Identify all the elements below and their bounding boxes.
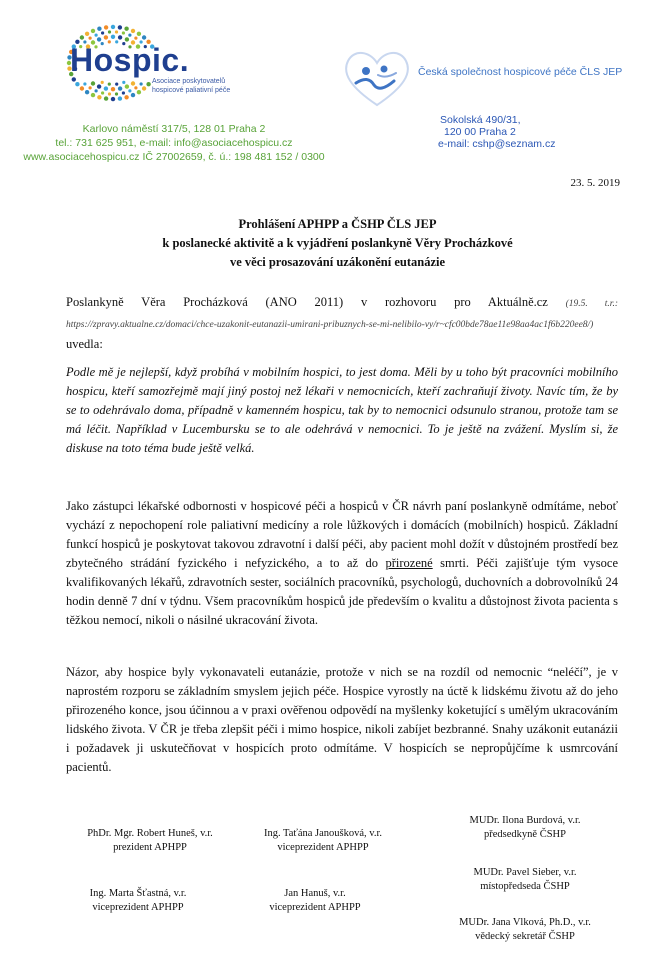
signature-block — [233, 827, 413, 855]
body-paragraph-1 — [66, 497, 618, 630]
cshp-address — [440, 114, 555, 150]
signature-block — [225, 887, 405, 915]
signature-block — [435, 814, 615, 842]
signatory-name: MUDr. Pavel Sieber, v.r. — [473, 867, 577, 878]
intro-text: Poslankyně Věra Procházková (ANO 2011) v rozhovoru pro Aktuálně.cz — [66, 295, 566, 309]
intro-paragraph — [66, 293, 618, 354]
address-line: www.asociacehospicu.cz IČ 27002659, č. ú.: 198 481 152 / 0300 — [23, 151, 325, 163]
signatory-role: viceprezident APHPP — [92, 902, 184, 913]
signatory-role: viceprezident APHPP — [269, 902, 361, 913]
signatory-name: Ing. Taťána Janoušková, v.r. — [263, 828, 383, 839]
logo-subtitle — [152, 77, 272, 95]
underlined-word: přirozené — [385, 556, 433, 570]
signatory-role: místopředseda ČSHP — [480, 881, 570, 892]
intro-text-end: uvedla: — [66, 337, 103, 351]
quoted-statement: Podle mě je nejlepší, když probíhá v mobilním hospici, to jest doma. Měli by u toho být pracovníci mobilního hospicu, kteří samozřejmě mají jiný postoj než lékaři v nemocnicích, kteří zachraňují životy. Navíc tím, že by se to odehrávalo doma, případně v kamenném hospicu, tak by to nemocnici odsunulo stranou, protože tam se má léčit. Například v Lucembursku se to ale odehrává v nemocnici. To je ještě na zvážení. Myslím si, že diskuse na toto téma bude ještě velká. — [66, 365, 618, 455]
signatory-role: vědecký sekretář ČSHP — [475, 931, 575, 942]
cshp-name: Česká společnost hospicové péče ČLS JEP — [418, 66, 623, 78]
cshp-heart-icon — [338, 45, 416, 111]
paragraph-text: smrti. Péči zajišťuje tým vysoce kvalifikovaných lékařů, zdravotních sester, sociálních pracovníků, psychologů, duchovních a dobrovolníků 24 hodin denně 7 dní v týdnu. Všem pracovníkům hospiců jde především o kvalitu a důstojnost života pacienta s těžkou nemocí, nikoli o násilné ukracování života. — [66, 556, 618, 627]
signatory-role: viceprezident APHPP — [277, 842, 369, 853]
signatory-name: MUDr. Jana Vlková, Ph.D., v.r. — [459, 917, 591, 928]
signature-block — [435, 866, 615, 894]
signature-block — [60, 827, 240, 855]
signature-block — [48, 887, 228, 915]
address-line: e-mail: cshp@seznam.cz — [438, 138, 556, 150]
logo-subtitle-line: Asociace poskytovatelů — [152, 78, 226, 85]
logo-subtitle-line: hospicové paliativní péče — [152, 87, 231, 94]
title-line: k poslanecké aktivitě a k vyjádření poslankyně Věry Procházkové — [162, 236, 513, 250]
signatory-name: Jan Hanuš, v.r. — [284, 888, 346, 899]
signature-block — [435, 916, 615, 944]
source-url: (19.5. t.r.: https://zpravy.aktualne.cz/domaci/chce-uzakonit-eutanazii-umirani-pribuznych-se-mi-nelibilo-vy/r~cfc00bde78ae11e98aa4ac1f6b220ee8/) — [66, 299, 618, 330]
signatory-role: předsedkyně ČSHP — [484, 829, 566, 840]
title-line: Prohlášení APHPP a ČSHP ČLS JEP — [238, 217, 437, 231]
signatory-name: Ing. Marta Šťastná, v.r. — [89, 888, 187, 899]
body-paragraph-2: Názor, aby hospice byly vykonavateli eutanázie, protože v nich se na rozdíl od nemocnic “neléčí”, je v naprostém rozporu se základním smyslem jejich péče. Hospice vyrostly na úctě k lidskému životu až do jeho přirozeného konce, jsou účinnou a v praxi ověřenou odpovědí na myšlenky koketující s umělým ukracováním lidského života. V ČR je třeba zlepšit péči i mimo hospice, nikoli zabíjet bezbranné. Snahy uzákonit eutanázii i požadavek ji uskutečňovat v hospicích proto odmítáme. V hospicích se nepropůjčíme k usmrcování pacientů. — [66, 665, 618, 774]
signatory-name: PhDr. Mgr. Robert Huneš, v.r. — [87, 828, 213, 839]
address-line: Sokolská 490/31, — [440, 114, 521, 126]
address-line: Karlovo náměstí 317/5, 128 01 Praha 2 — [82, 123, 266, 135]
aphpp-address — [14, 122, 334, 164]
address-line: tel.: 731 625 951, e-mail: info@asociacehospicu.cz — [55, 137, 293, 149]
document-date: 23. 5. 2019 — [570, 177, 620, 189]
document-title — [30, 215, 645, 272]
logo-wordmark: Hospic. — [70, 42, 190, 78]
title-line: ve věci prosazování uzákonění eutanázie — [229, 255, 446, 269]
signatory-role: prezident APHPP — [113, 842, 187, 853]
paragraph-text: Jako zástupci lékařské odbornosti v hospicové péči a hospiců v ČR návrh paní poslankyně odmítáme, neboť vychází z nepochopení role paliativní medicíny a role lůžkových i domácích (mobilních) hospiců. Základní funkcí hospiců je poskytovat takovou zdravotní i další péči, aby pacient mohl dožít v důstojném prostředí bez zbytečného strádání fyzického i nefyzického, a to až do — [66, 499, 618, 570]
address-line: 120 00 Praha 2 — [444, 126, 516, 138]
signatory-name: MUDr. Ilona Burdová, v.r. — [469, 815, 581, 826]
